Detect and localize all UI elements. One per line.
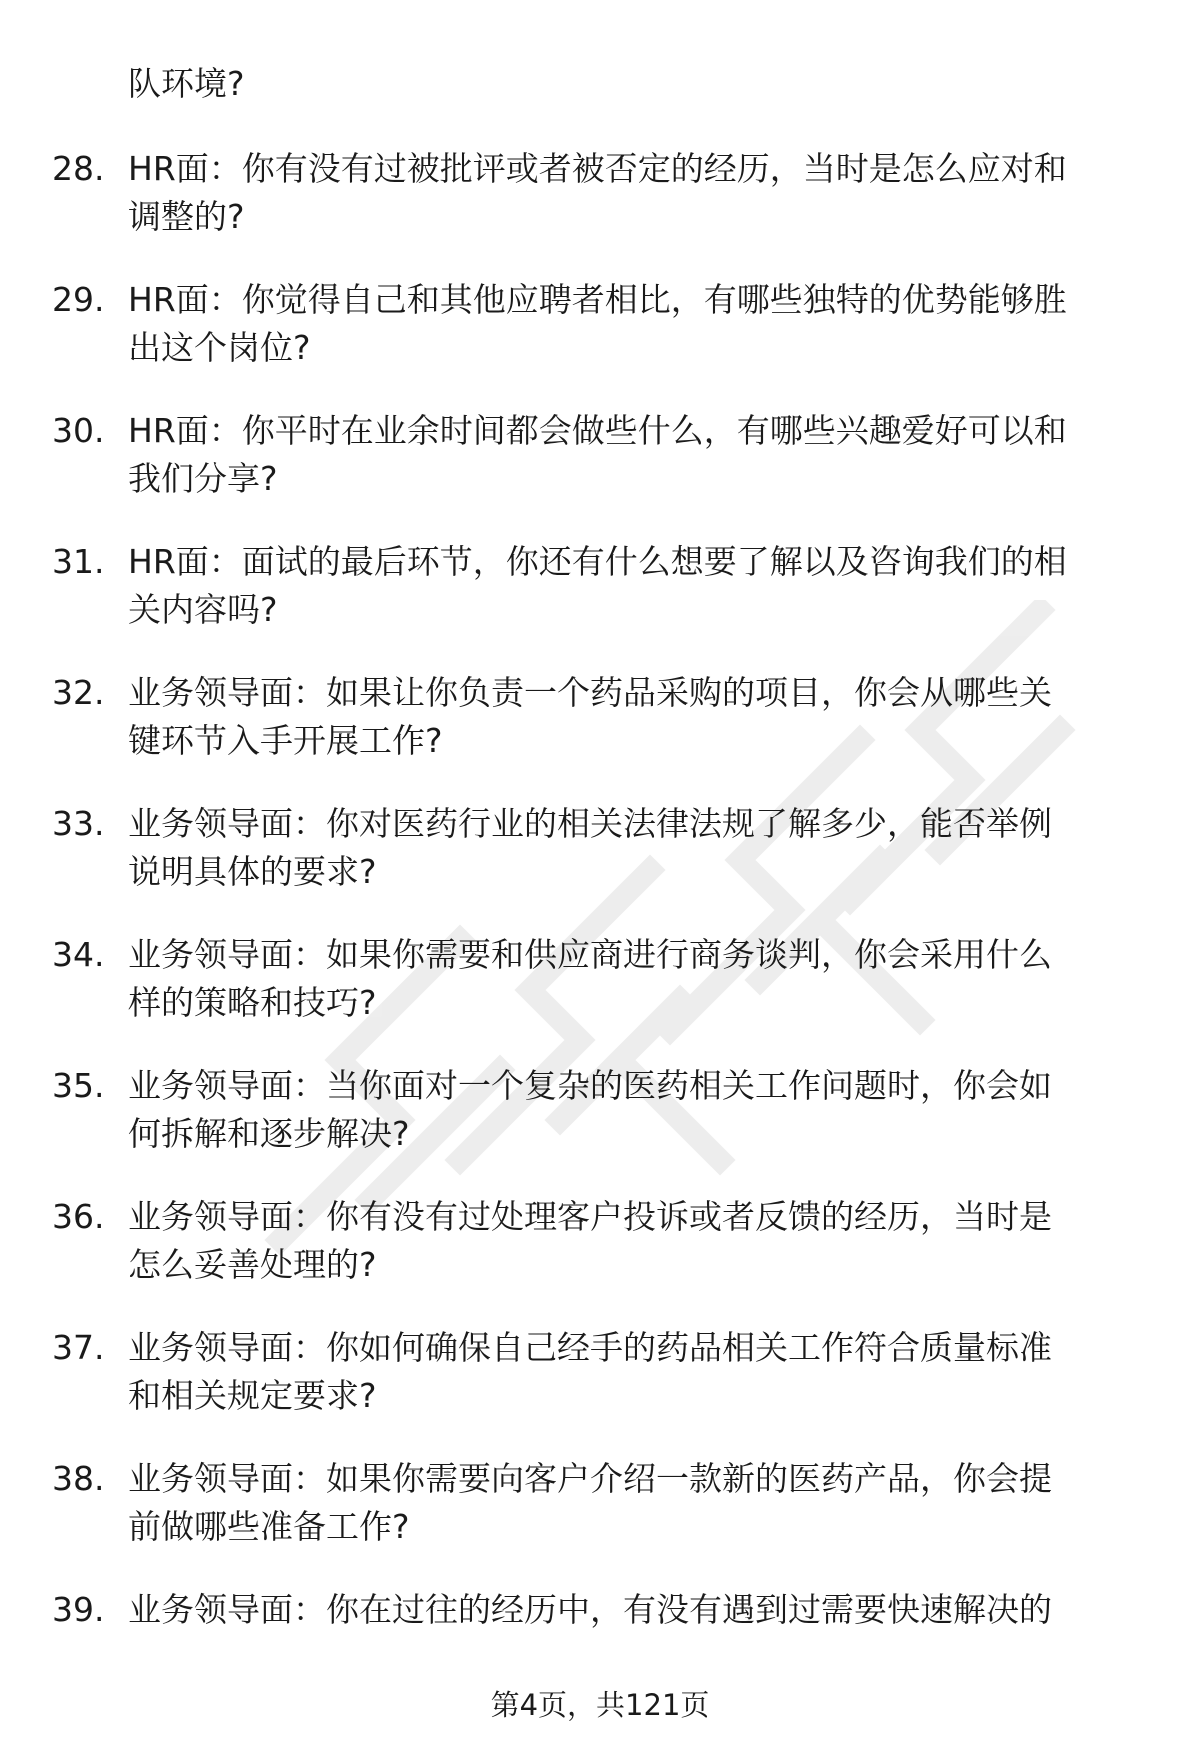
list-item bbox=[0, 1193, 1200, 1324]
question-text bbox=[128, 1062, 1148, 1158]
question-number: 38. bbox=[52, 1459, 105, 1498]
list-item bbox=[0, 1062, 1200, 1193]
question-number: 36. bbox=[52, 1197, 105, 1236]
question-number: 28. bbox=[52, 149, 105, 188]
question-text-line: 样的策略和技巧? bbox=[128, 983, 377, 1022]
question-text-line: 出这个岗位? bbox=[128, 328, 311, 367]
question-text-line: 业务领导面：你在过往的经历中，有没有遇到过需要快速解决的 bbox=[128, 1590, 1052, 1629]
question-text-line: 业务领导面：当你面对一个复杂的医药相关工作问题时，你会如 bbox=[128, 1066, 1052, 1105]
list-item bbox=[0, 276, 1200, 407]
question-text bbox=[128, 1193, 1148, 1289]
list-item bbox=[0, 1455, 1200, 1586]
continuation-line: 队环境? bbox=[128, 64, 245, 103]
list-item bbox=[0, 931, 1200, 1062]
page-footer: 第4页，共121页 bbox=[490, 1688, 710, 1722]
question-number: 32. bbox=[52, 673, 105, 712]
question-text bbox=[128, 276, 1148, 372]
question-text-line: 键环节入手开展工作? bbox=[128, 721, 443, 760]
question-text bbox=[128, 1586, 1148, 1634]
question-text bbox=[128, 1324, 1148, 1420]
question-text-line: 业务领导面：如果你需要向客户介绍一款新的医药产品，你会提 bbox=[128, 1459, 1052, 1498]
question-text-line: 我们分享? bbox=[128, 459, 278, 498]
question-text-line: 业务领导面：你有没有过处理客户投诉或者反馈的经历，当时是 bbox=[128, 1197, 1052, 1236]
question-text-line: 业务领导面：你对医药行业的相关法律法规了解多少，能否举例 bbox=[128, 804, 1052, 843]
question-text-line: HR面：你平时在业余时间都会做些什么，有哪些兴趣爱好可以和 bbox=[128, 411, 1067, 450]
question-text-line: HR面：你有没有过被批评或者被否定的经历，当时是怎么应对和 bbox=[128, 149, 1067, 188]
question-text-line: 何拆解和逐步解决? bbox=[128, 1114, 410, 1153]
question-text-line: HR面：你觉得自己和其他应聘者相比，有哪些独特的优势能够胜 bbox=[128, 280, 1067, 319]
question-text bbox=[128, 669, 1148, 765]
question-text bbox=[128, 931, 1148, 1027]
question-text bbox=[128, 407, 1148, 503]
question-number: 31. bbox=[52, 542, 105, 581]
question-number: 39. bbox=[52, 1590, 105, 1629]
list-item bbox=[0, 800, 1200, 931]
question-list bbox=[0, 145, 1200, 1717]
question-text-line: 业务领导面：如果你需要和供应商进行商务谈判，你会采用什么 bbox=[128, 935, 1052, 974]
list-item bbox=[0, 538, 1200, 669]
list-item bbox=[0, 407, 1200, 538]
question-text-line: 调整的? bbox=[128, 197, 245, 236]
question-text-line: 关内容吗? bbox=[128, 590, 278, 629]
question-text-line: 业务领导面：你如何确保自己经手的药品相关工作符合质量标准 bbox=[128, 1328, 1052, 1367]
question-text-line: 怎么妥善处理的? bbox=[128, 1245, 377, 1284]
question-text-line: 和相关规定要求? bbox=[128, 1376, 377, 1415]
question-text bbox=[128, 1455, 1148, 1551]
question-number: 29. bbox=[52, 280, 105, 319]
question-number: 33. bbox=[52, 804, 105, 843]
question-text-line: HR面：面试的最后环节，你还有什么想要了解以及咨询我们的相 bbox=[128, 542, 1067, 581]
question-text bbox=[128, 538, 1148, 634]
list-item bbox=[0, 669, 1200, 800]
question-number: 34. bbox=[52, 935, 105, 974]
question-text-line: 说明具体的要求? bbox=[128, 852, 377, 891]
question-text bbox=[128, 145, 1148, 241]
question-number: 35. bbox=[52, 1066, 105, 1105]
question-text-line: 前做哪些准备工作? bbox=[128, 1507, 410, 1546]
question-number: 37. bbox=[52, 1328, 105, 1367]
question-text-line: 业务领导面：如果让你负责一个药品采购的项目，你会从哪些关 bbox=[128, 673, 1052, 712]
list-item bbox=[0, 1324, 1200, 1455]
list-item bbox=[0, 145, 1200, 276]
question-text bbox=[128, 800, 1148, 896]
question-number: 30. bbox=[52, 411, 105, 450]
